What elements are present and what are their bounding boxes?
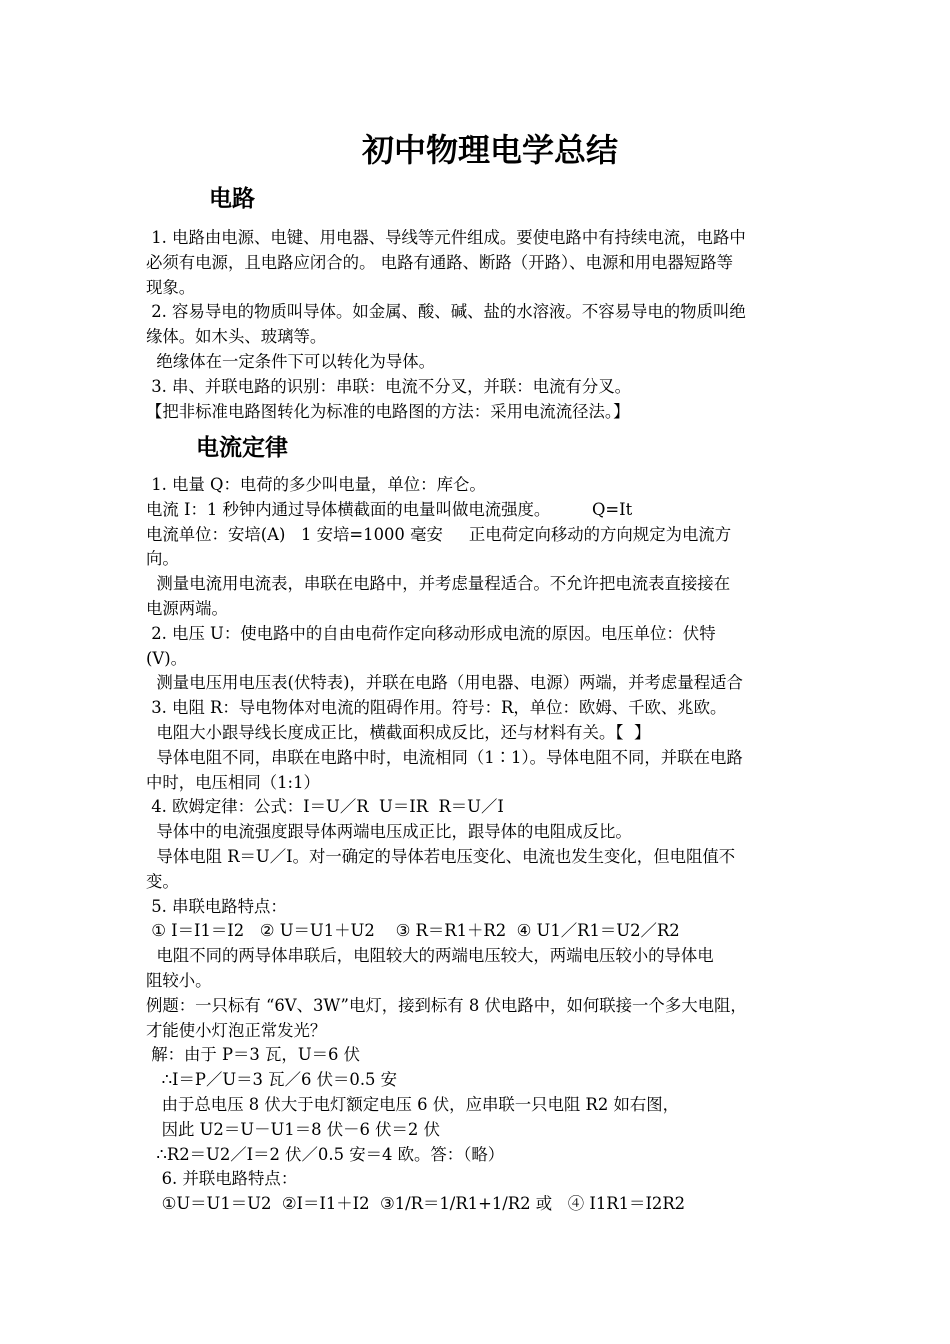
text-line: 现象。 xyxy=(146,277,196,297)
text-line: 1. 电量 Q：电荷的多少叫电量，单位：库仑。 xyxy=(146,475,486,494)
text-line: 电阻不同的两导体串联后，电阻较大的两端电压较大，两端电压较小的导体电 xyxy=(146,946,714,966)
section-body-current-law xyxy=(146,473,814,1217)
text-line: 1. 电路由电源、电键、用电器、导线等元件组成。要使电路中有持续电流，电路中 xyxy=(146,228,746,247)
text-line: 6. 并联电路特点： xyxy=(146,1169,298,1189)
text-line: 例题：一只标有 “6V、3W”电灯，接到标有 8 伏电路中，如何联接一个多大电阻， xyxy=(146,995,747,1015)
text-line: ∴R2＝U2／I＝2 伏／0.5 安＝4 欧。答：（略） xyxy=(146,1144,505,1164)
text-line: 解：由于 P＝3 瓦，U＝6 伏 xyxy=(146,1045,361,1065)
text-line: 电阻大小跟导线长度成正比，横截面积成反比，还与材料有关。【 】 xyxy=(146,722,651,742)
text-line: 导体电阻不同，串联在电路中时，电流相同（1∶1）。导体电阻不同，并联在电路 xyxy=(146,747,743,767)
text-line: 5. 串联电路特点： xyxy=(146,896,287,916)
text-line: 才能使小灯泡正常发光？ xyxy=(146,1020,327,1040)
page-title: 初中物理电学总结 xyxy=(361,131,618,169)
section-heading-current-law: 电流定律 xyxy=(196,435,288,461)
text-line: 电流 I：1 秒钟内通过导体横截面的电量叫做电流强度。 Q=It xyxy=(146,499,633,519)
text-line: 必须有电源，且电路应闭合的。 电路有通路、断路（开路）、电源和用电器短路等 xyxy=(146,252,734,272)
text-line: 3. 串、并联电路的识别：串联：电流不分叉，并联：电流有分叉。 xyxy=(146,376,631,396)
text-line: 导体电阻 R＝U／I。对一确定的导体若电压变化、电流也发生变化，但电阻值不 xyxy=(146,846,736,866)
text-line: 绝缘体在一定条件下可以转化为导体。 xyxy=(146,351,436,371)
text-line: 阻较小。 xyxy=(146,970,212,990)
text-line: 电流单位：安培(A) 1 安培=1000 毫安 正电荷定向移动的方向规定为电流方 xyxy=(146,524,732,544)
text-line: 3. 电阻 R：导电物体对电流的阻碍作用。符号：R，单位：欧姆、千欧、兆欧。 xyxy=(146,698,727,718)
section-body-circuit xyxy=(146,226,814,424)
text-line: 由于总电压 8 伏大于电灯额定电压 6 伏，应串联一只电阻 R2 如右图， xyxy=(146,1094,680,1114)
text-line: ① I＝I1＝I2 ② U＝U1＋U2 ③ R＝R1＋R2 ④ U1／R1＝U2／R2 xyxy=(146,921,680,941)
text-line: 缘体。如木头、玻璃等。 xyxy=(146,327,327,347)
text-line: 变。 xyxy=(146,871,179,891)
text-line: 【把非标准电路图转化为标准的电路图的方法：采用电流流径法。】 xyxy=(146,401,630,421)
section-heading-circuit: 电路 xyxy=(209,186,255,212)
text-line: ∴I＝P／U＝3 瓦／6 伏＝0.5 安 xyxy=(146,1070,398,1090)
text-line: 导体中的电流强度跟导体两端电压成正比，跟导体的电阻成反比。 xyxy=(146,822,632,842)
text-line: 2. 电压 U：使电路中的自由电荷作定向移动形成电流的原因。电压单位：伏特 xyxy=(146,623,716,643)
text-line: 测量电流用电流表，串联在电路中，并考虑量程适合。不允许把电流表直接接在 xyxy=(146,574,731,594)
text-line: (V)。 xyxy=(146,648,188,668)
text-line: 中时，电压相同（1:1） xyxy=(146,772,320,792)
text-line: 因此 U2＝U－U1＝8 伏－6 伏＝2 伏 xyxy=(146,1119,440,1139)
text-line: 测量电压用电压表(伏特表)，并联在电路（用电器、电源）两端，并考虑量程适合 xyxy=(146,673,743,693)
text-line: 4. 欧姆定律：公式：I＝U／R U＝IR R＝U／I xyxy=(146,797,504,817)
text-line: ①U＝U1＝U2 ②I＝I1＋I2 ③1/R＝1/R1+1/R2 或 ④ I1R1＝I2R2 xyxy=(146,1194,686,1214)
text-line: 2. 容易导电的物质叫导体。如金属、酸、碱、盐的水溶液。不容易导电的物质叫绝 xyxy=(146,302,746,322)
text-line: 向。 xyxy=(146,549,179,569)
text-line: 电源两端。 xyxy=(146,598,228,618)
